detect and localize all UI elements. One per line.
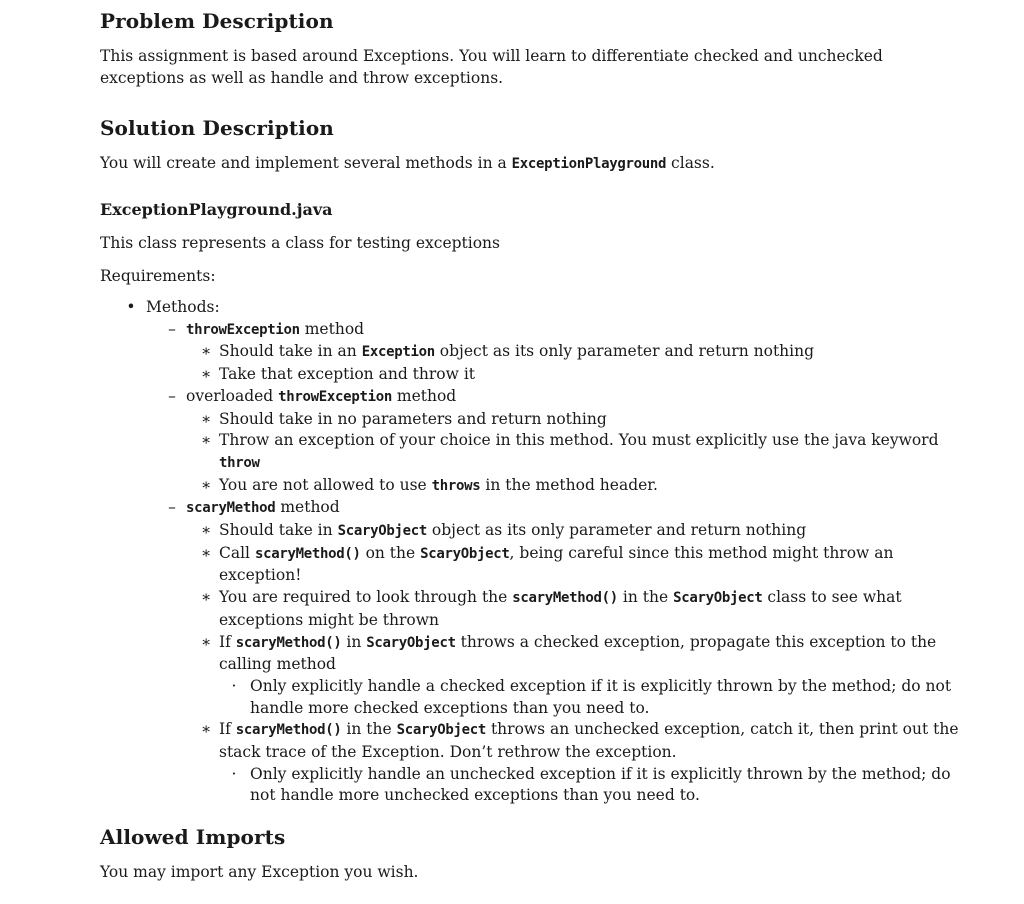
list-item: ∗ You are not allowed to use throws in the method header. bbox=[100, 475, 960, 498]
asterisk-marker: ∗ bbox=[200, 521, 212, 540]
requirements-label: Requirements: bbox=[100, 267, 216, 285]
method-name: throwException bbox=[278, 388, 392, 405]
solution-text: You will create and implement several methods in a ExceptionPlayground class. bbox=[100, 154, 715, 172]
list-item: ∗ You are required to look through the scaryMethod() in the ScaryObject class to see what exceptions might be thrown bbox=[200, 588, 902, 629]
list-item: · Only explicitly handle a checked exception if it is explicitly thrown by the method; do not handle more checked exceptions than you need to. bbox=[100, 676, 960, 719]
asterisk-marker: ∗ bbox=[200, 409, 212, 428]
method-name: scaryMethod bbox=[186, 500, 276, 517]
dash-marker: – bbox=[168, 386, 176, 405]
list-item: ∗ Throw an exception of your choice in this method. You must explicitly use the java keyword throw bbox=[200, 431, 939, 471]
asterisk-marker: ∗ bbox=[200, 475, 212, 494]
list-item: ∗ Should take in no parameters and return nothing bbox=[100, 409, 960, 431]
dash-marker: – bbox=[168, 498, 176, 517]
asterisk-marker: ∗ bbox=[200, 720, 212, 739]
list-item: – overloaded throwException method bbox=[100, 386, 960, 409]
asterisk-marker: ∗ bbox=[200, 431, 212, 450]
list-item: ∗ Should take in an Exception object as its only parameter and return nothing bbox=[100, 341, 960, 364]
asterisk-marker: ∗ bbox=[200, 543, 212, 562]
list-item: ∗ If scaryMethod() in ScaryObject throws a checked exception, propagate this exception to the calling method bbox=[200, 632, 937, 674]
dash-marker: – bbox=[168, 319, 176, 338]
list-item: – scaryMethod method bbox=[100, 497, 960, 520]
imports-text: You may import any Exception you wish. bbox=[100, 863, 419, 881]
list-item: ∗ Take that exception and throw it bbox=[100, 364, 960, 386]
solution-heading: Solution Description bbox=[100, 116, 334, 140]
method-name: throwException bbox=[186, 321, 300, 338]
requirements-list bbox=[100, 297, 960, 807]
asterisk-marker: ∗ bbox=[200, 632, 212, 651]
list-item: – throwException method bbox=[100, 319, 960, 342]
problem-heading: Problem Description bbox=[100, 9, 334, 33]
list-item: ∗ Call scaryMethod() on the ScaryObject, being careful since this method might throw an exception! bbox=[200, 543, 894, 585]
asterisk-marker: ∗ bbox=[200, 588, 212, 607]
asterisk-marker: ∗ bbox=[200, 365, 212, 384]
file-heading: ExceptionPlayground.java bbox=[100, 200, 333, 219]
methods-label: Methods: bbox=[146, 298, 220, 316]
asterisk-marker: ∗ bbox=[200, 342, 212, 361]
bullet-marker: • bbox=[126, 298, 136, 316]
list-item: ∗ Should take in ScaryObject object as its only parameter and return nothing bbox=[100, 520, 960, 543]
list-item: ∗ If scaryMethod() in the ScaryObject throws an unchecked exception, catch it, then print out the stack trace of the Exception. Don’t rethrow the exception. bbox=[200, 720, 959, 762]
dot-marker: · bbox=[231, 676, 237, 695]
imports-heading: Allowed Imports bbox=[100, 825, 286, 849]
list-item: · Only explicitly handle an unchecked exception if it is explicitly thrown by the method; do not handle more unchecked exceptions than you need to. bbox=[100, 764, 960, 807]
dot-marker: · bbox=[231, 764, 237, 783]
list-item bbox=[100, 297, 960, 319]
class-name-code: ExceptionPlayground bbox=[511, 156, 667, 172]
problem-text: This assignment is based around Exceptions. You will learn to differentiate checked and unchecked exceptions as well as handle and throw exceptions. bbox=[100, 47, 883, 87]
file-description: This class represents a class for testing exceptions bbox=[100, 234, 500, 252]
